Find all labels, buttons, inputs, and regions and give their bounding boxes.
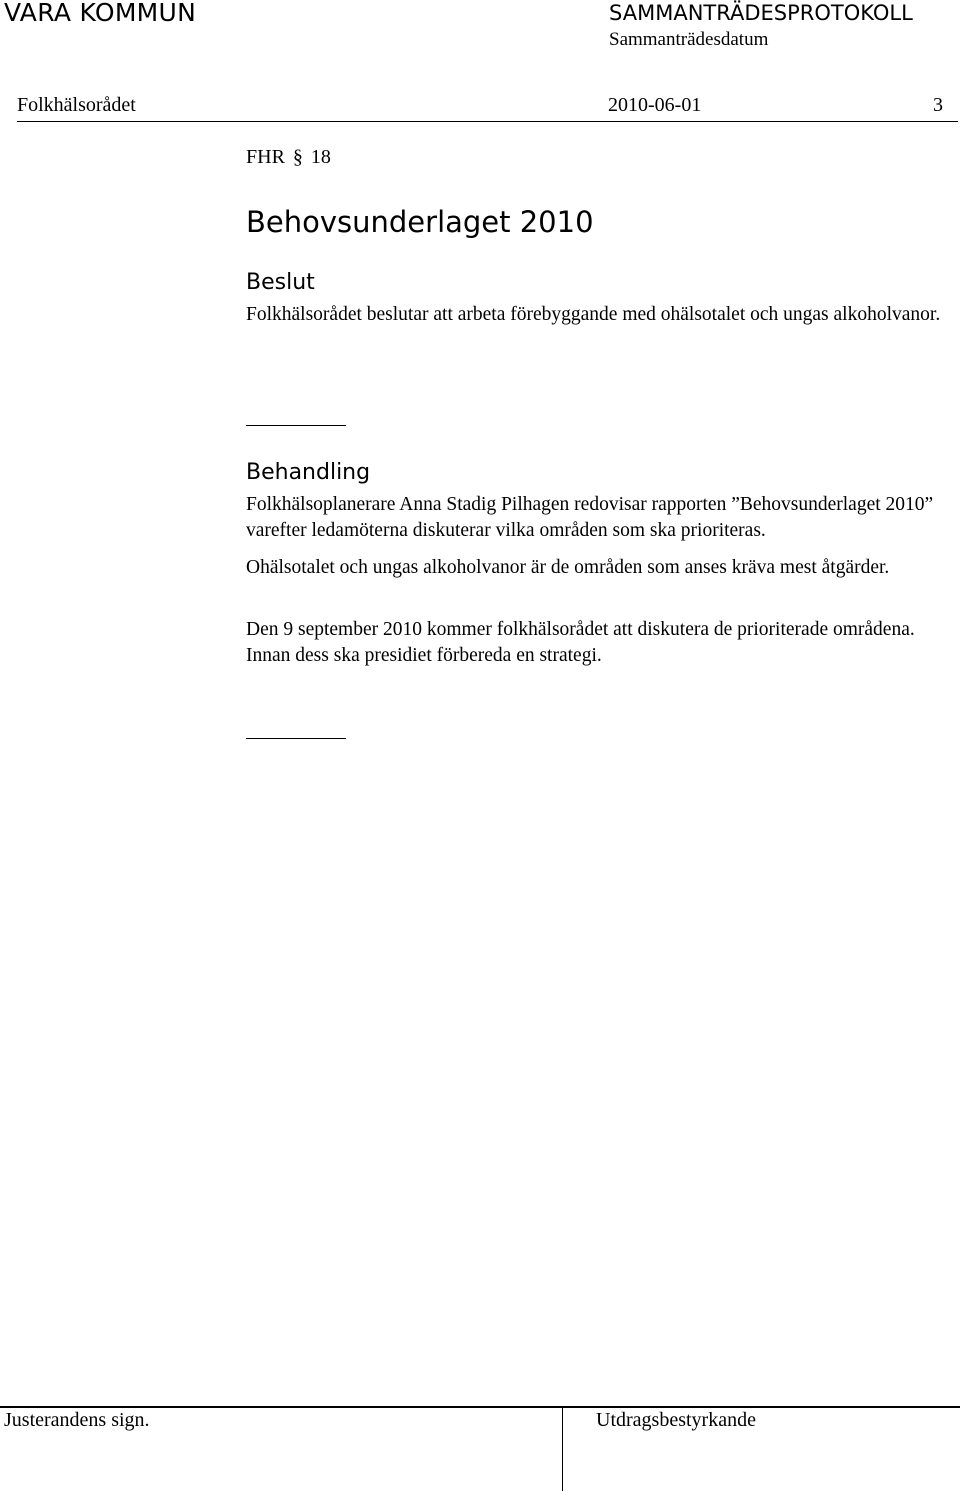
extract-certification-label: Utdragsbestyrkande [596, 1409, 756, 1431]
header-meeting-date: 2010-06-01 [608, 94, 702, 116]
paragraph-sign: § [292, 146, 303, 168]
header-body-name: Folkhälsorådet [17, 94, 136, 116]
decision-heading: Beslut [246, 270, 315, 295]
footer-rule [0, 1406, 960, 1408]
handling-paragraph: Folkhälsoplanerare Anna Stadig Pilhagen redovisar rapporten ”Behovsunderlaget 2010” varefter ledamöterna diskuterar vilka områden som ska prioriteras. [246, 494, 934, 541]
adjuster-signature-label: Justerandens sign. [4, 1409, 150, 1431]
document-type: SAMMANTRÄDESPROTOKOLL [609, 1, 913, 25]
header-page-number: 3 [933, 94, 943, 116]
handling-paragraph: Den 9 september 2010 kommer folkhälsorådet att diskutera de prioriterade områdena. Innan dess ska presidiet förbereda en strategi. [246, 619, 915, 666]
reference-number: 18 [310, 146, 331, 168]
meeting-date-label: Sammanträdesdatum [609, 29, 769, 50]
decision-text: Folkhälsorådet beslutar att arbeta förebyggande med ohälsotalet och ungas alkoholvanor. [246, 304, 941, 325]
section-divider [246, 425, 346, 426]
header-rule [17, 121, 958, 122]
handling-paragraph: Ohälsotalet och ungas alkoholvanor är de områden som anses kräva mest åtgärder. [246, 557, 890, 578]
paragraph-reference [246, 146, 331, 169]
footer-column-divider [562, 1406, 563, 1491]
section-divider [246, 738, 346, 739]
organization-name: VARA KOMMUN [4, 0, 197, 27]
item-title: Behovsunderlaget 2010 [246, 205, 594, 239]
reference-prefix: FHR [246, 146, 285, 168]
handling-heading: Behandling [246, 460, 371, 485]
